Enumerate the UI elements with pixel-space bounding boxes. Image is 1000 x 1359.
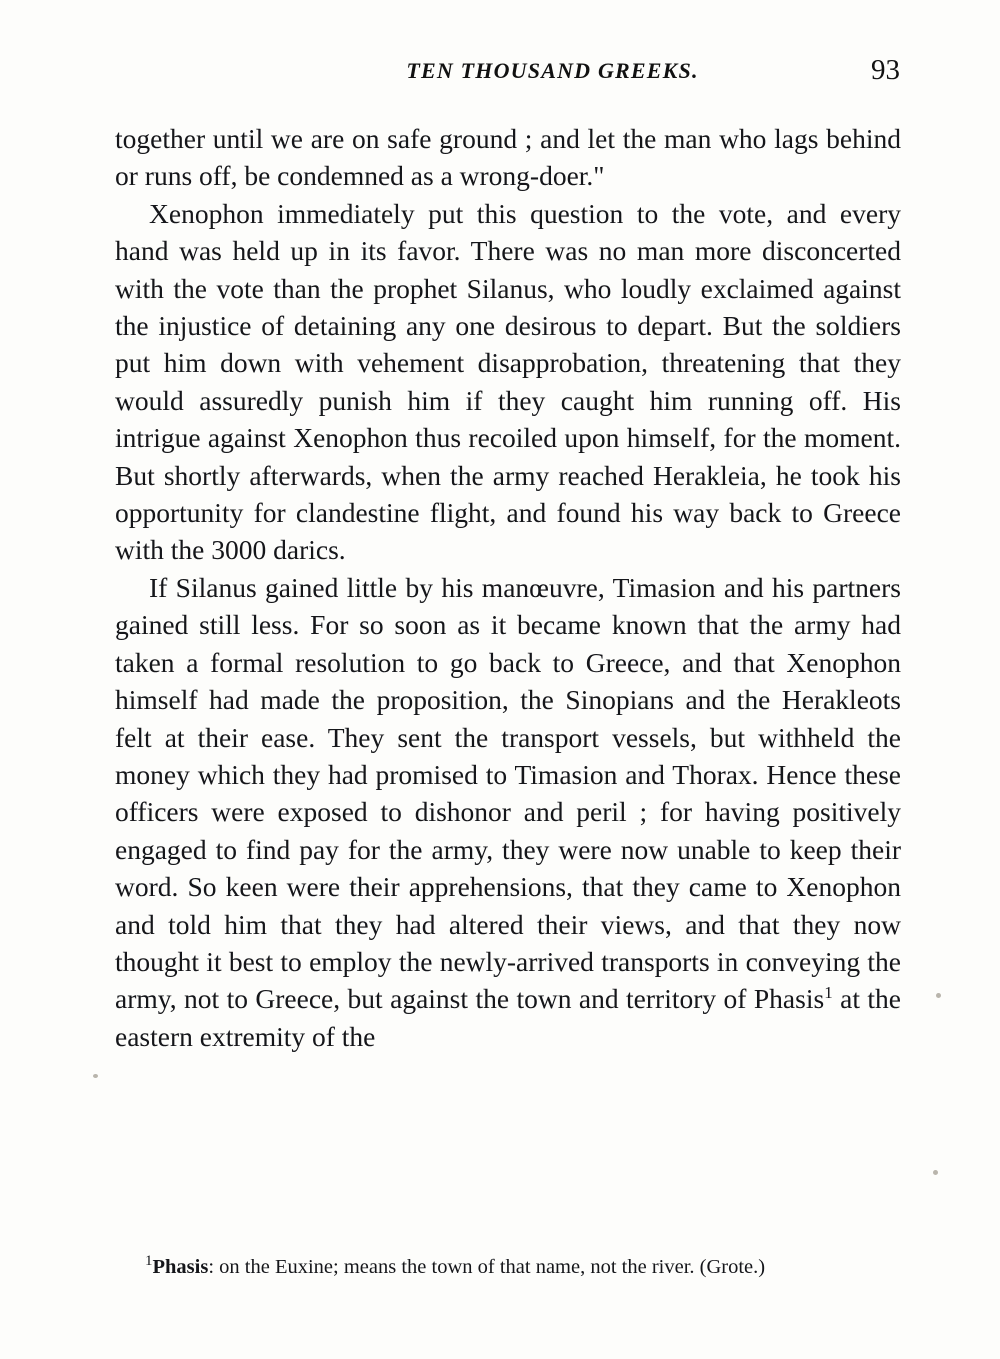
paper-speck <box>936 993 941 998</box>
page-number: 93 <box>871 54 900 86</box>
paper-speck <box>93 1074 98 1078</box>
paragraph-3 <box>115 569 901 1055</box>
paragraph-1: together until we are on safe ground ; and let the man who lags behind or runs off, be condemned as a wrong-doer." <box>115 123 901 192</box>
body-text <box>115 120 901 1055</box>
footnote-separator: : <box>208 1256 215 1278</box>
footnote <box>115 1252 901 1282</box>
paragraph-3-tail: at the eastern extremity of the <box>115 983 901 1052</box>
page-header <box>115 54 900 94</box>
running-title: TEN THOUSAND GREEKS. <box>406 58 699 83</box>
paragraph-3-text: If Silanus gained little by his manœuvre, Timasion and his partners gained still less. For so soon as it became known that the army had taken a formal resolution to go back to Greece, and that Xenophon himself had made the proposition, the Sinopians and the Herakleots felt at their ease. They sent the transport vessels, but withheld the money which they had promised to Timasion and Thorax. Hence these officers were exposed to dishonor and peril ; for having positively engaged to find pay for the army, they were now unable to keep their word. So keen were their apprehensions, that they came to Xenophon and told him that they had altered their views, and that they now thought it best to employ the newly-arrived transports in conveying the army, not to Greece, but against the town and territory of Phasis <box>115 571 901 1015</box>
footnote-line <box>115 1252 901 1282</box>
footnote-reference[interactable]: 1 <box>824 983 833 1003</box>
paper-speck <box>933 1170 938 1175</box>
footnote-text: on the Euxine; means the town of that name, not the river. (Grote.) <box>214 1256 766 1278</box>
footnote-term: Phasis <box>152 1256 209 1278</box>
paragraph-2: Xenophon immediately put this question to the vote, and every hand was held up in its favor. There was no man more disconcerted with the vote than the prophet Silanus, who loudly exclaimed against the injustice of detaining any one desirous to depart. But the soldiers put him down with vehement disapprobation, threatening that they would assuredly punish him if they caught him running off. His intrigue against Xenophon thus recoiled upon himself, for the moment. But shortly afterwards, when the army reached Herakleia, he took his opportunity for clandestine flight, and found his way back to Greece with the 3000 darics. <box>115 197 901 566</box>
footnote-marker: 1 <box>145 1253 153 1270</box>
